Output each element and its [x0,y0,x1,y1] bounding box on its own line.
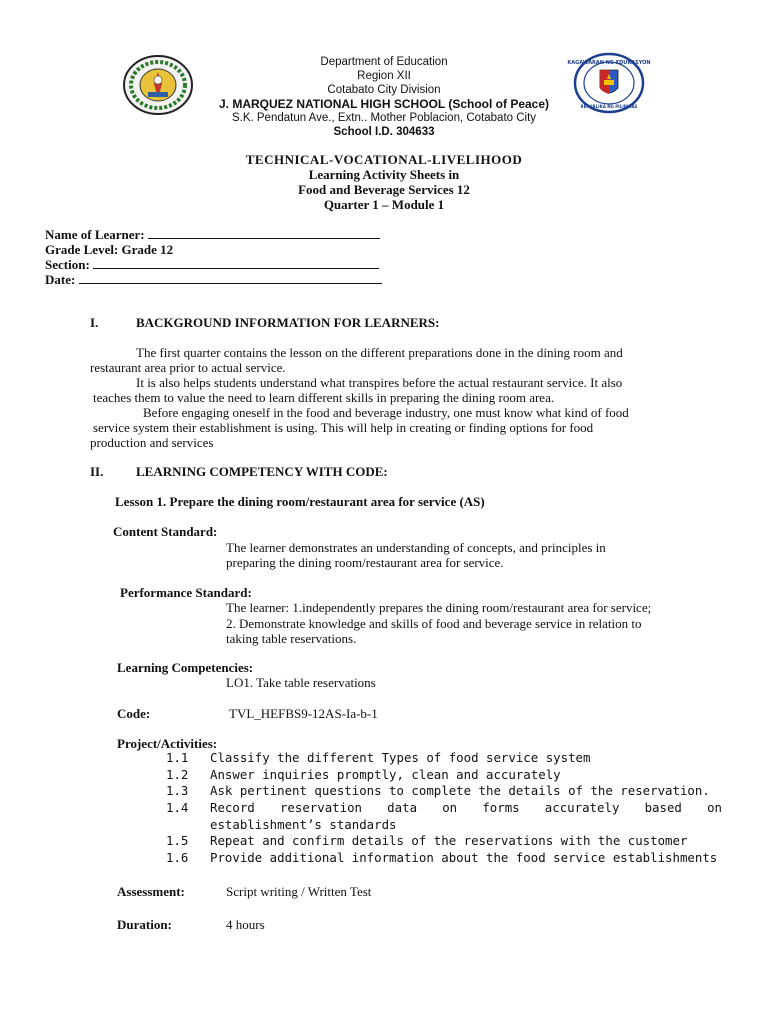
grade-value: Grade 12 [121,242,174,257]
section2-number: II. [90,464,104,479]
title-las: Learning Activity Sheets in [308,167,460,182]
activity-number: 1.2 [166,767,189,782]
region-line: Region XII [357,70,411,82]
activity-number: 1.5 [166,833,189,848]
activity-number: 1.4 [166,800,189,815]
assessment-label: Assessment: [117,884,185,899]
activity-text: Repeat and confirm details of the reservations with the customer [210,833,688,848]
section1-line1: The first quarter contains the lesson on the different preparations done in the dining room and [136,345,623,360]
section1-number: I. [90,315,99,330]
activity-number: 1.1 [166,750,189,765]
activity-text: Provide additional information about the food service establishments [210,850,718,865]
activity-text: Answer inquiries promptly, clean and accurately [210,767,561,782]
section1-line7: production and services [90,435,214,450]
section1-heading: BACKGROUND INFORMATION FOR LEARNERS: [136,315,440,330]
name-label: Name of Learner: [45,227,145,242]
performance-standard-line3: taking table reservations. [226,631,357,646]
grade-label: Grade Level: [45,242,119,257]
date-field[interactable] [45,272,382,287]
code-label: Code: [117,706,151,721]
school-address: S.K. Pendatun Ave., Extn.. Mother Poblacion, Cotabato City [231,112,537,124]
title-subject: Food and Beverage Services 12 [298,182,470,197]
content-standard-line2: preparing the dining room/restaurant area for service. [226,555,504,570]
content-standard-line1: The learner demonstrates an understanding of concepts, and principles in [226,540,606,555]
section-label: Section: [45,257,90,272]
grade-field [45,242,173,257]
section2-heading: LEARNING COMPETENCY WITH CODE: [136,464,388,479]
title-tvl: TECHNICAL-VOCATIONAL-LIVELIHOOD [245,152,523,167]
activity-number: 1.6 [166,850,189,865]
activity-text: Classify the different Types of food service system [210,750,591,765]
activity-number: 1.3 [166,783,189,798]
code-value: TVL_HEFBS9-12AS-Ia-b-1 [229,706,378,721]
name-field[interactable] [45,227,380,242]
date-blank[interactable] [79,272,382,284]
date-label: Date: [45,272,76,287]
performance-standard-label: Performance Standard: [120,585,252,600]
division-line: Cotabato City Division [327,84,441,96]
project-activities-label: Project/Activities: [117,736,218,751]
section1-line5: Before engaging oneself in the food and beverage industry, one must know what kind of food [143,405,629,420]
section1-line6: service system their establishment is using. This will help in creating or finding options for food [93,420,594,435]
lesson-title: Lesson 1. Prepare the dining room/restaurant area for service (AS) [115,494,485,509]
duration-label: Duration: [117,917,172,932]
activity-text-continued: establishment’s standards [210,817,397,832]
assessment-value: Script writing / Written Test [226,884,372,899]
name-blank[interactable] [148,227,380,239]
performance-standard-line2: 2. Demonstrate knowledge and skills of food and beverage service in relation to [226,616,642,631]
content-standard-label: Content Standard: [113,524,218,539]
section-blank[interactable] [93,257,379,269]
learning-competencies-label: Learning Competencies: [117,660,254,675]
section-field[interactable] [45,257,379,272]
activity-text: Record reservation data on forms accurately based on [210,800,722,815]
school-id: School I.D. 304633 [333,126,435,138]
department-line: Department of Education [320,56,448,68]
performance-standard-line1: The learner: 1.independently prepares the dining room/restaurant area for service; [226,600,652,615]
duration-value: 4 hours [226,917,265,932]
section1-line3: It is also helps students understand what transpires before the actual restaurant service. It also [136,375,623,390]
title-quarter: Quarter 1 – Module 1 [323,197,445,212]
deped-seal-bottom-text: REPUBLIKA NG PILIPINAS [580,104,638,109]
activity-text: Ask pertinent questions to complete the details of the reservation. [210,783,710,798]
section1-line2: restaurant area prior to actual service. [90,360,286,375]
learning-competencies-value: LO1. Take table reservations [226,675,376,690]
deped-seal-top-text: KAGAWARAN NG EDUKASYON [567,60,651,66]
section1-line4: teaches them to value the need to learn different skills in preparing the dining room area. [93,390,555,405]
school-name: J. MARQUEZ NATIONAL HIGH SCHOOL (School of Peace) [218,97,550,111]
